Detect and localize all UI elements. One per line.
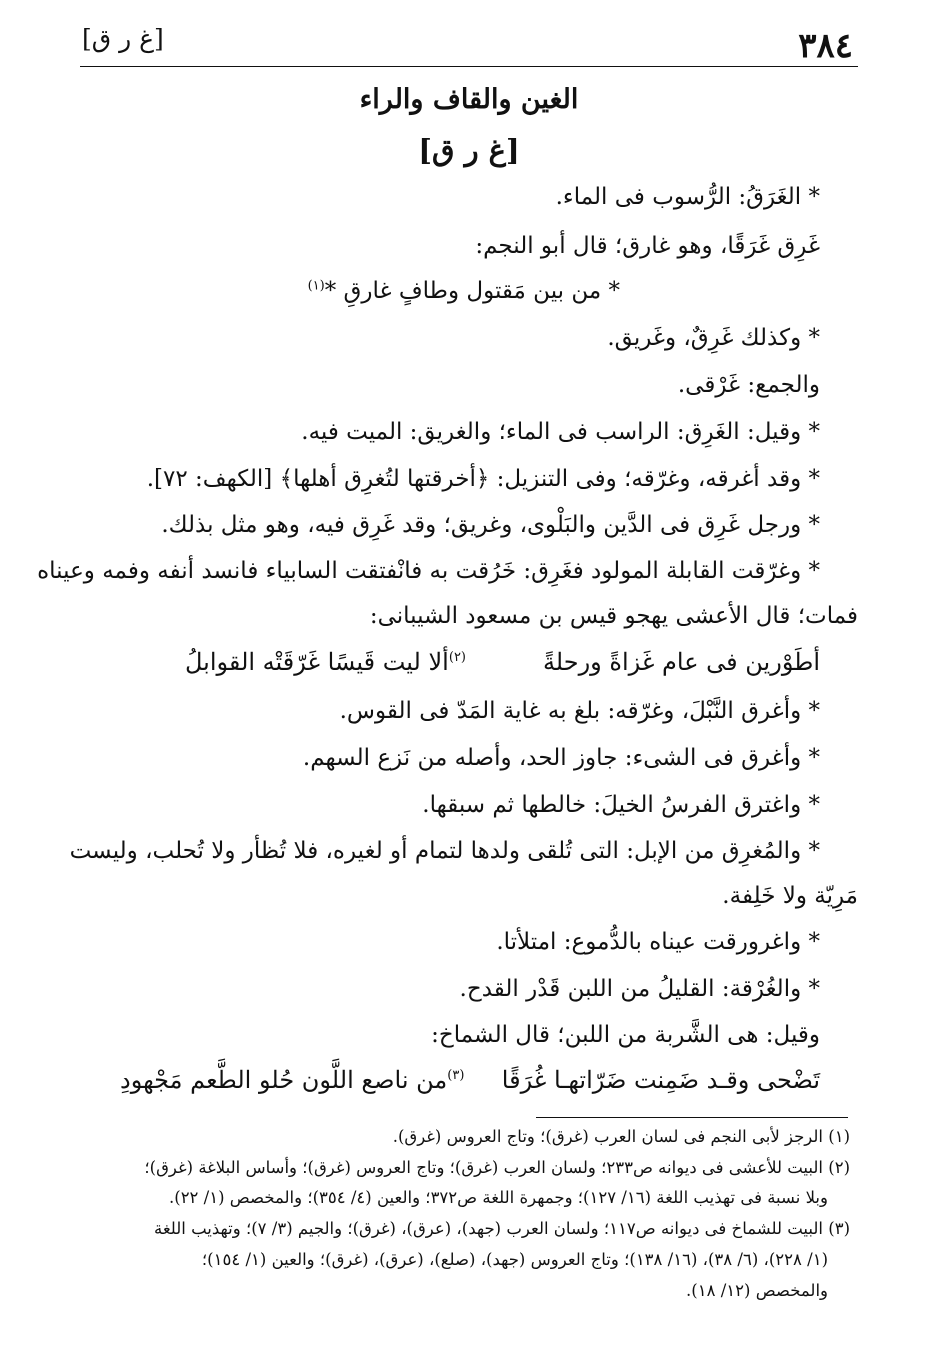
body-line: * وقد أغرقه، وغرّقه؛ وفى التنزيل: ﴿أخرقتها لتُغرِق أهلها﴾ [الكهف: ٧٢]. [146, 466, 820, 492]
page-number: ٣٨٤ [798, 26, 853, 66]
footnote-marker: (٢) [448, 650, 466, 665]
body-line: والجمع: غَرْقى. [677, 372, 820, 398]
body-line: * والغُرْقة: القليلُ من اللبن قَدْر القدح. [459, 976, 820, 1002]
rajaz-line [308, 278, 620, 304]
body-line: وقيل: هى الشَّربة من اللبن؛ قال الشماخ: [431, 1022, 820, 1048]
verse-text: ألا ليت قَيسًا غَرّقَتْه القوابلُ [185, 648, 449, 676]
body-line: * واغترق الفرسُ الخيلَ: خالطها ثم سبقها. [422, 792, 820, 818]
verse-text: من ناصع اللَّون حُلو الطَّعم مَجْهودِ [120, 1066, 448, 1094]
running-head: [غ ر ق] [82, 24, 164, 53]
verse-hemistich-first: تَضْحى وقـد ضَمِنت ضَرّاتهـا غُرَقًا [501, 1066, 820, 1094]
verse-hemistich-second [120, 1066, 464, 1094]
entry-head: [غ ر ق] [418, 133, 520, 167]
footnote-rule [536, 1117, 848, 1118]
body-line: * ورجل غَرِق فى الدَّين والبَلْوى، وغريق؛ وقد غَرِق فيه، وهو مثل بذلك. [161, 512, 820, 538]
body-line: فمات؛ قال الأعشى يهجو قيس بن مسعود الشيبانى: [369, 603, 858, 629]
footnote-marker: (١) [307, 278, 325, 294]
footnote-continuation: وبلا نسبة فى تهذيب اللغة (١٦/ ١٢٧)؛ وجمهرة اللغة ص٣٧٢؛ والعين (٤/ ٣٥٤)؛ والمخصص (١/ ٢٢). [169, 1188, 828, 1207]
footnote-continuation: (١/ ٢٢٨)، (٦/ ٣٨)، (١٦/ ١٣٨)؛ وتاج العروس (جهد)، (صلع)، (عرق)، (غرق)؛ والعين (١/ ١٥٤)؛ [201, 1250, 828, 1269]
section-title: الغين والقاف والراء [359, 84, 579, 115]
footnote-continuation: والمخصص (١٢/ ١٨). [686, 1281, 828, 1300]
body-line: * وغرّقت القابلة المولود فغَرِق: خَرُقت به فانْفتقت السابياء فانسد أنفه وفمه وعيناه [37, 558, 820, 584]
body-line: مَرِيّة ولا خَلِفة. [722, 883, 858, 909]
footnote-marker: (٣) [447, 1068, 465, 1083]
body-line: * الغَرَقُ: الرُّسوب فى الماء. [555, 184, 820, 210]
body-line: * واغرورقت عيناه بالدُّموع: امتلأتا. [496, 929, 820, 955]
body-line: * وأغرق فى الشىء: جاوز الحد، وأصله من نَزع السهم. [302, 745, 820, 771]
footnote: (٢) البيت للأعشى فى ديوانه ص٢٣٣؛ ولسان العرب (غرق)؛ وتاج العروس (غرق)؛ وأساس البلاغة (غرق)؛ [144, 1158, 850, 1177]
verse-hemistich-second [185, 648, 466, 676]
body-line: * والمُغرِق من الإبل: التى تُلقى ولدها لتمام أو لغيره، فلا تُظأر ولا تُحلب، وليست [69, 838, 820, 864]
body-line: * وأغرق النَّبْلَ، وغرّقه: بلغ به غاية المَدّ فى القوس. [339, 698, 820, 724]
body-line: * وقيل: الغَرِق: الراسب فى الماء؛ والغريق: الميت فيه. [301, 419, 820, 445]
body-line: * وكذلك غَرِقٌ، وغَريق. [607, 325, 820, 351]
rajaz-text: * من بين مَقتول وطافٍ غارقِ * [324, 278, 620, 304]
footnote: (١) الرجز لأبى النجم فى لسان العرب (غرق)؛ وتاج العروس (غرق). [392, 1127, 850, 1146]
footnote: (٣) البيت للشماخ فى ديوانه ص١١٧؛ ولسان العرب (جهد)، (عرق)، (غرق)؛ والجيم (٣/ ٧)؛ وتهذيب اللغة [153, 1219, 850, 1238]
header-rule [80, 66, 858, 67]
verse-hemistich-first: أطَوْرين فى عام غَزاةً ورحلةً [542, 648, 820, 676]
body-line: غَرِق غَرَقًا، وهو غارق؛ قال أبو النجم: [475, 233, 820, 259]
